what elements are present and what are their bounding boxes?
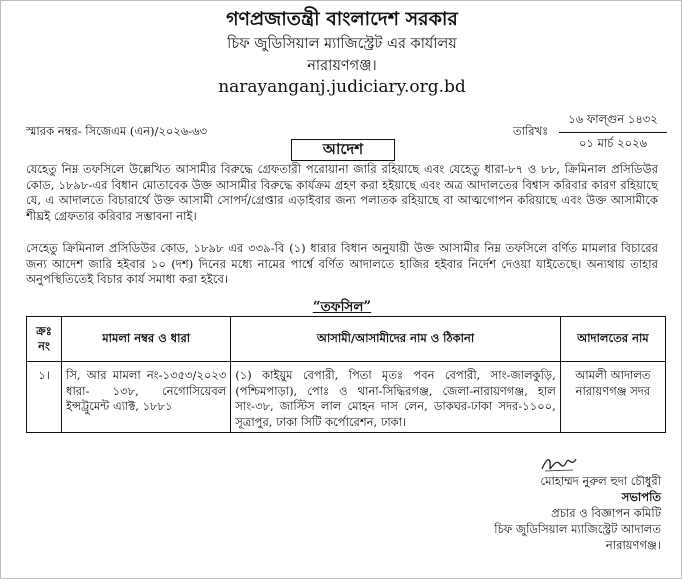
cell-serial: ১।: [27, 362, 62, 433]
table-header-row: [27, 317, 666, 362]
cell-case: সি, আর মামলা নং-১৩৫৩/২০২৩ ধারা- ১৩৮, নেগোসিয়েবল ইন্সট্রুমেন্ট এ্যাক্ট, ১৮৮১: [62, 362, 231, 433]
cell-accused: (১) কাইয়ুম বেপারী, পিতা মৃতঃ পবন বেপারী, সাং-জালকুড়ি, (পশ্চিমপাড়া), পোঃ ও থানা-সিদ্ধিরগঞ্জ, জেলা-নারায়ণগঞ্জ, হাল সাং-৩৮, জাস্টিস লাল মোহন দাস লেন, ডাকঘর-ঢাকা সদর-১১০০, সূত্রাপুর, ঢাকা সিটি কর্পোরেশন, ঢাকা।: [231, 362, 561, 433]
signatory-committee: প্রচার ও বিজ্ঞাপন কমিটি: [551, 506, 661, 520]
government-title: গণপ্রজাতন্ত্রী বাংলাদেশ সরকার: [226, 8, 458, 30]
order-title: আদেশ: [291, 139, 395, 161]
website-link[interactable]: narayanganj.judiciary.org.bd: [218, 77, 466, 97]
order-paragraph-1: যেহেতু নিম্ন তফসিলে উল্লেখিত আসামীর বিরুদ্ধে গ্রেফতারী পরোয়ানা জারি রহিয়াছে এবং যেহেতু ধারা-৮৭ ও ৮৮, ক্রিমিনাল প্রসিডিউর কোড, ১৮৯৮-এর বিধান মোতাবেক উক্ত আসামীর বিরুদ্ধে কার্যক্রম গ্রহণ করা হইয়াছে এবং অত্র আদালতের বিশ্বাস করিবার কারণ রহিয়াছে যে, এ আদালতে বিচারার্থে উক্ত আসামী সোপর্দ/গ্রেপ্তার এড়াইবার জন্য পলাতক রহিয়াছে বা আত্মগোপন করিয়াছে এবং উক্ত আসামীকে শীঘ্রই গ্রেফতার করিবার সম্ভাবনা নাই।: [26, 162, 658, 223]
header-serial: ক্রঃ নং: [27, 317, 62, 362]
schedule-title: “তফসিল”: [312, 299, 372, 315]
order-paragraph-2: সেহেতু ক্রিমিনাল প্রসিডিউর কোড, ১৮৯৮ এর ৩৩৯-বি (১) ধারার বিধান অনুযায়ী উক্ত আসামীর নিম্ন তফসিলে বর্ণিত মামলার বিচারের জন্য আদেশ জারি হইবার ১০ (দশ) দিনের মধ্যে নামের পার্শ্বে বর্ণিত আদালতে হাজির হইবার নির্দেশ দেওয়া যাইতেছে। অন্যথায় তাহার অনুপস্থিতিতেই বিচার কার্য সমাধা করা হইবে।: [26, 241, 658, 287]
signatory-place: নারায়ণগঞ্জ।: [605, 538, 661, 552]
signatory-court: চিফ জুডিসিয়াল ম্যাজিস্ট্রেট আদালত: [494, 522, 661, 536]
signatory-block: [441, 473, 661, 553]
table-row: [27, 362, 666, 433]
signatory-name: মোহাম্মদ নুরুল হুদা চৌধুরী: [540, 474, 661, 488]
header-court: আদালতের নাম: [560, 317, 665, 362]
office-title: চিফ জুডিসিয়াল ম্যাজিস্ট্রেট এর কার্যালয়: [227, 36, 457, 52]
date-block: [559, 111, 667, 154]
cell-court: আমলী আদালত নারায়ণগঞ্জ সদর: [560, 362, 665, 433]
schedule-table: [26, 316, 666, 433]
date-bangla: ১৬ ফাল্গুন ১৪৩২: [559, 111, 667, 133]
memo-number: স্মারক নম্বর- সিজেএম (এন)/২০২৬-৬৩: [26, 124, 208, 138]
date-label: তারিখঃ: [513, 124, 549, 138]
signature-image: [539, 453, 579, 475]
signatory-role: সভাপতি: [621, 490, 661, 504]
date-english: ০১ মার্চ ২০২৬: [578, 136, 648, 150]
office-location: নারায়ণগঞ্জ।: [307, 58, 377, 74]
header-case: মামলা নম্বর ও ধারা: [62, 317, 231, 362]
header-accused: আসামী/আসামীদের নাম ও ঠিকানা: [231, 317, 561, 362]
